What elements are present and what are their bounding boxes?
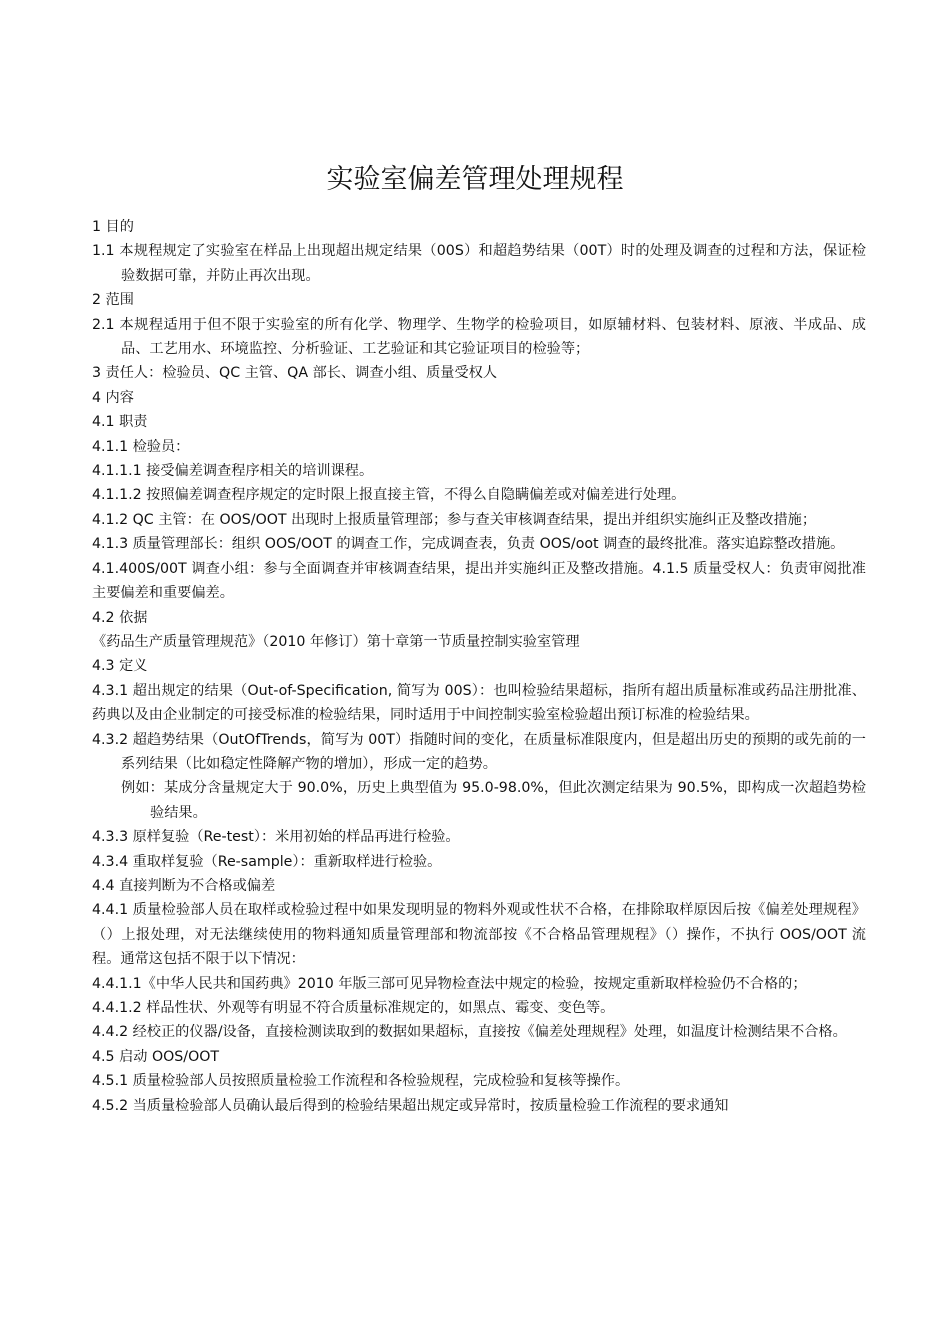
section-heading-responsible: 3 责任人：检验员、QC 主管、QA 部长、调查小组、质量受权人 <box>92 365 498 382</box>
section-heading-purpose: 1 目的 <box>92 219 134 235</box>
paragraph-4-1-1-2: 4.1.1.2 按照偏差调查程序规定的定时限上报直接主管，不得么自隐瞒偏差或对偏差进行处理。 <box>92 487 686 504</box>
paragraph-basis: 《药品生产质量管理规范》（2010 年修订）第十章第一节质量控制实验室管理 <box>92 633 580 650</box>
paragraph-4-5-2: 4.5.2 当质量检验部人员确认最后得到的检验结果超出规定或异常时，按质量检验工作流程的要求通知 <box>92 1097 729 1114</box>
document-body <box>92 215 866 1118</box>
paragraph-4-4-2: 4.4.2 经校正的仪器/设备，直接检测读取到的数据如果超标，直接按《偏差处理规程》处理，如温度计检测结果不合格。 <box>92 1024 847 1041</box>
paragraph-4-4-1-1: 4.4.1.1《中华人民共和国药典》2010 年版三部可见异物检查法中规定的检验，按规定重新取样检验仍不合格的； <box>92 975 807 992</box>
paragraph-4-3-4: 4.3.4 重取样复验（Re-sample）：重新取样进行检验。 <box>92 853 442 870</box>
paragraph-example: 例如：某成分含量规定大于 90.0%，历史上典型值为 95.0-98.0%，但此次测定结果为 90.5%，即构成一次超趋势检验结果。 <box>121 780 866 821</box>
section-heading-content: 4 内容 <box>92 389 134 406</box>
paragraph-4-5-1: 4.5.1 质量检验部人员按照质量检验工作流程和各检验规程，完成检验和复核等操作。 <box>92 1073 630 1090</box>
heading-4-1-1: 4.1.1 检验员： <box>92 438 190 455</box>
paragraph-2-1: 2.1 本规程适用于但不限于实验室的所有化学、物理学、生物学的检验项目，如原辅材料、包装材料、原液、半成品、成品、工艺用水、环境监控、分析验证、工艺验证和其它验证项目的检验等； <box>92 316 866 358</box>
paragraph-4-4-1-2: 4.4.1.2 样品性状、外观等有明显不符合质量标准规定的，如黑点、霉变、变色等。 <box>92 1000 615 1016</box>
paragraph-1-1: 1.1 本规程规定了实验室在样品上出现超出规定结果（00S）和超趋势结果（00T）时的处理及调查的过程和方法，保证检验数据可靠，并防止再次出现。 <box>92 243 866 284</box>
document-title: 实验室偏差管理处理规程 <box>326 164 624 195</box>
paragraph-4-3-2: 4.3.2 超趋势结果（OutOfTrends，简写为 00T）指随时间的变化，在质量标准限度内，但是超出历史的预期的或先前的一系列结果（比如稳定性降解产物的增加），形成一定的趋势。 <box>92 731 866 772</box>
heading-4-3: 4.3 定义 <box>92 658 148 675</box>
paragraph-4-1-4: 4.1.400S/00T 调查小组：参与全面调查并审核调查结果，提出并实施纠正及整改措施。4.1.5 质量受权人：负责审阅批准主要偏差和重要偏差。 <box>92 560 866 602</box>
paragraph-4-3-1: 4.3.1 超出规定的结果（Out-of-Specification, 简写为 00S）：也叫检验结果超标，指所有超出质量标准或药品注册批准、药典以及由企业制定的可接受标准的检验结果，同时适用于中间控制实验室检验超出预订标准的检验结果。 <box>92 682 866 724</box>
heading-4-5: 4.5 启动 OOS/OOT <box>92 1048 220 1065</box>
paragraph-4-1-3: 4.1.3 质量管理部长：组织 OOS/OOT 的调查工作，完成调查表，负责 OOS/oot 调查的最终批准。落实追踪整改措施。 <box>92 536 845 553</box>
section-heading-scope: 2 范围 <box>92 292 134 309</box>
heading-4-2: 4.2 依据 <box>92 609 148 626</box>
heading-4-4: 4.4 直接判断为不合格或偏差 <box>92 877 276 894</box>
paragraph-4-1-1-1: 4.1.1.1 接受偏差调查程序相关的培训课程。 <box>92 463 374 480</box>
heading-4-1: 4.1 职责 <box>92 414 148 431</box>
paragraph-4-3-3: 4.3.3 原样复验（Re-test）：米用初始的样品再进行检验。 <box>92 829 460 846</box>
paragraph-4-4-1: 4.4.1 质量检验部人员在取样或检验过程中如果发现明显的物料外观或性状不合格，在排除取样原因后按《偏差处理规程》（）上报处理，对无法继续使用的物料通知质量管理部和物流部按《不合格品管理规程》（）操作，不执行 OOS/OOT 流程。通常这包括不限于以下情况： <box>92 902 866 968</box>
paragraph-4-1-2: 4.1.2 QC 主管：在 OOS/OOT 出现时上报质量管理部；参与查关审核调查结果，提出并组织实施纠正及整改措施； <box>92 511 817 528</box>
